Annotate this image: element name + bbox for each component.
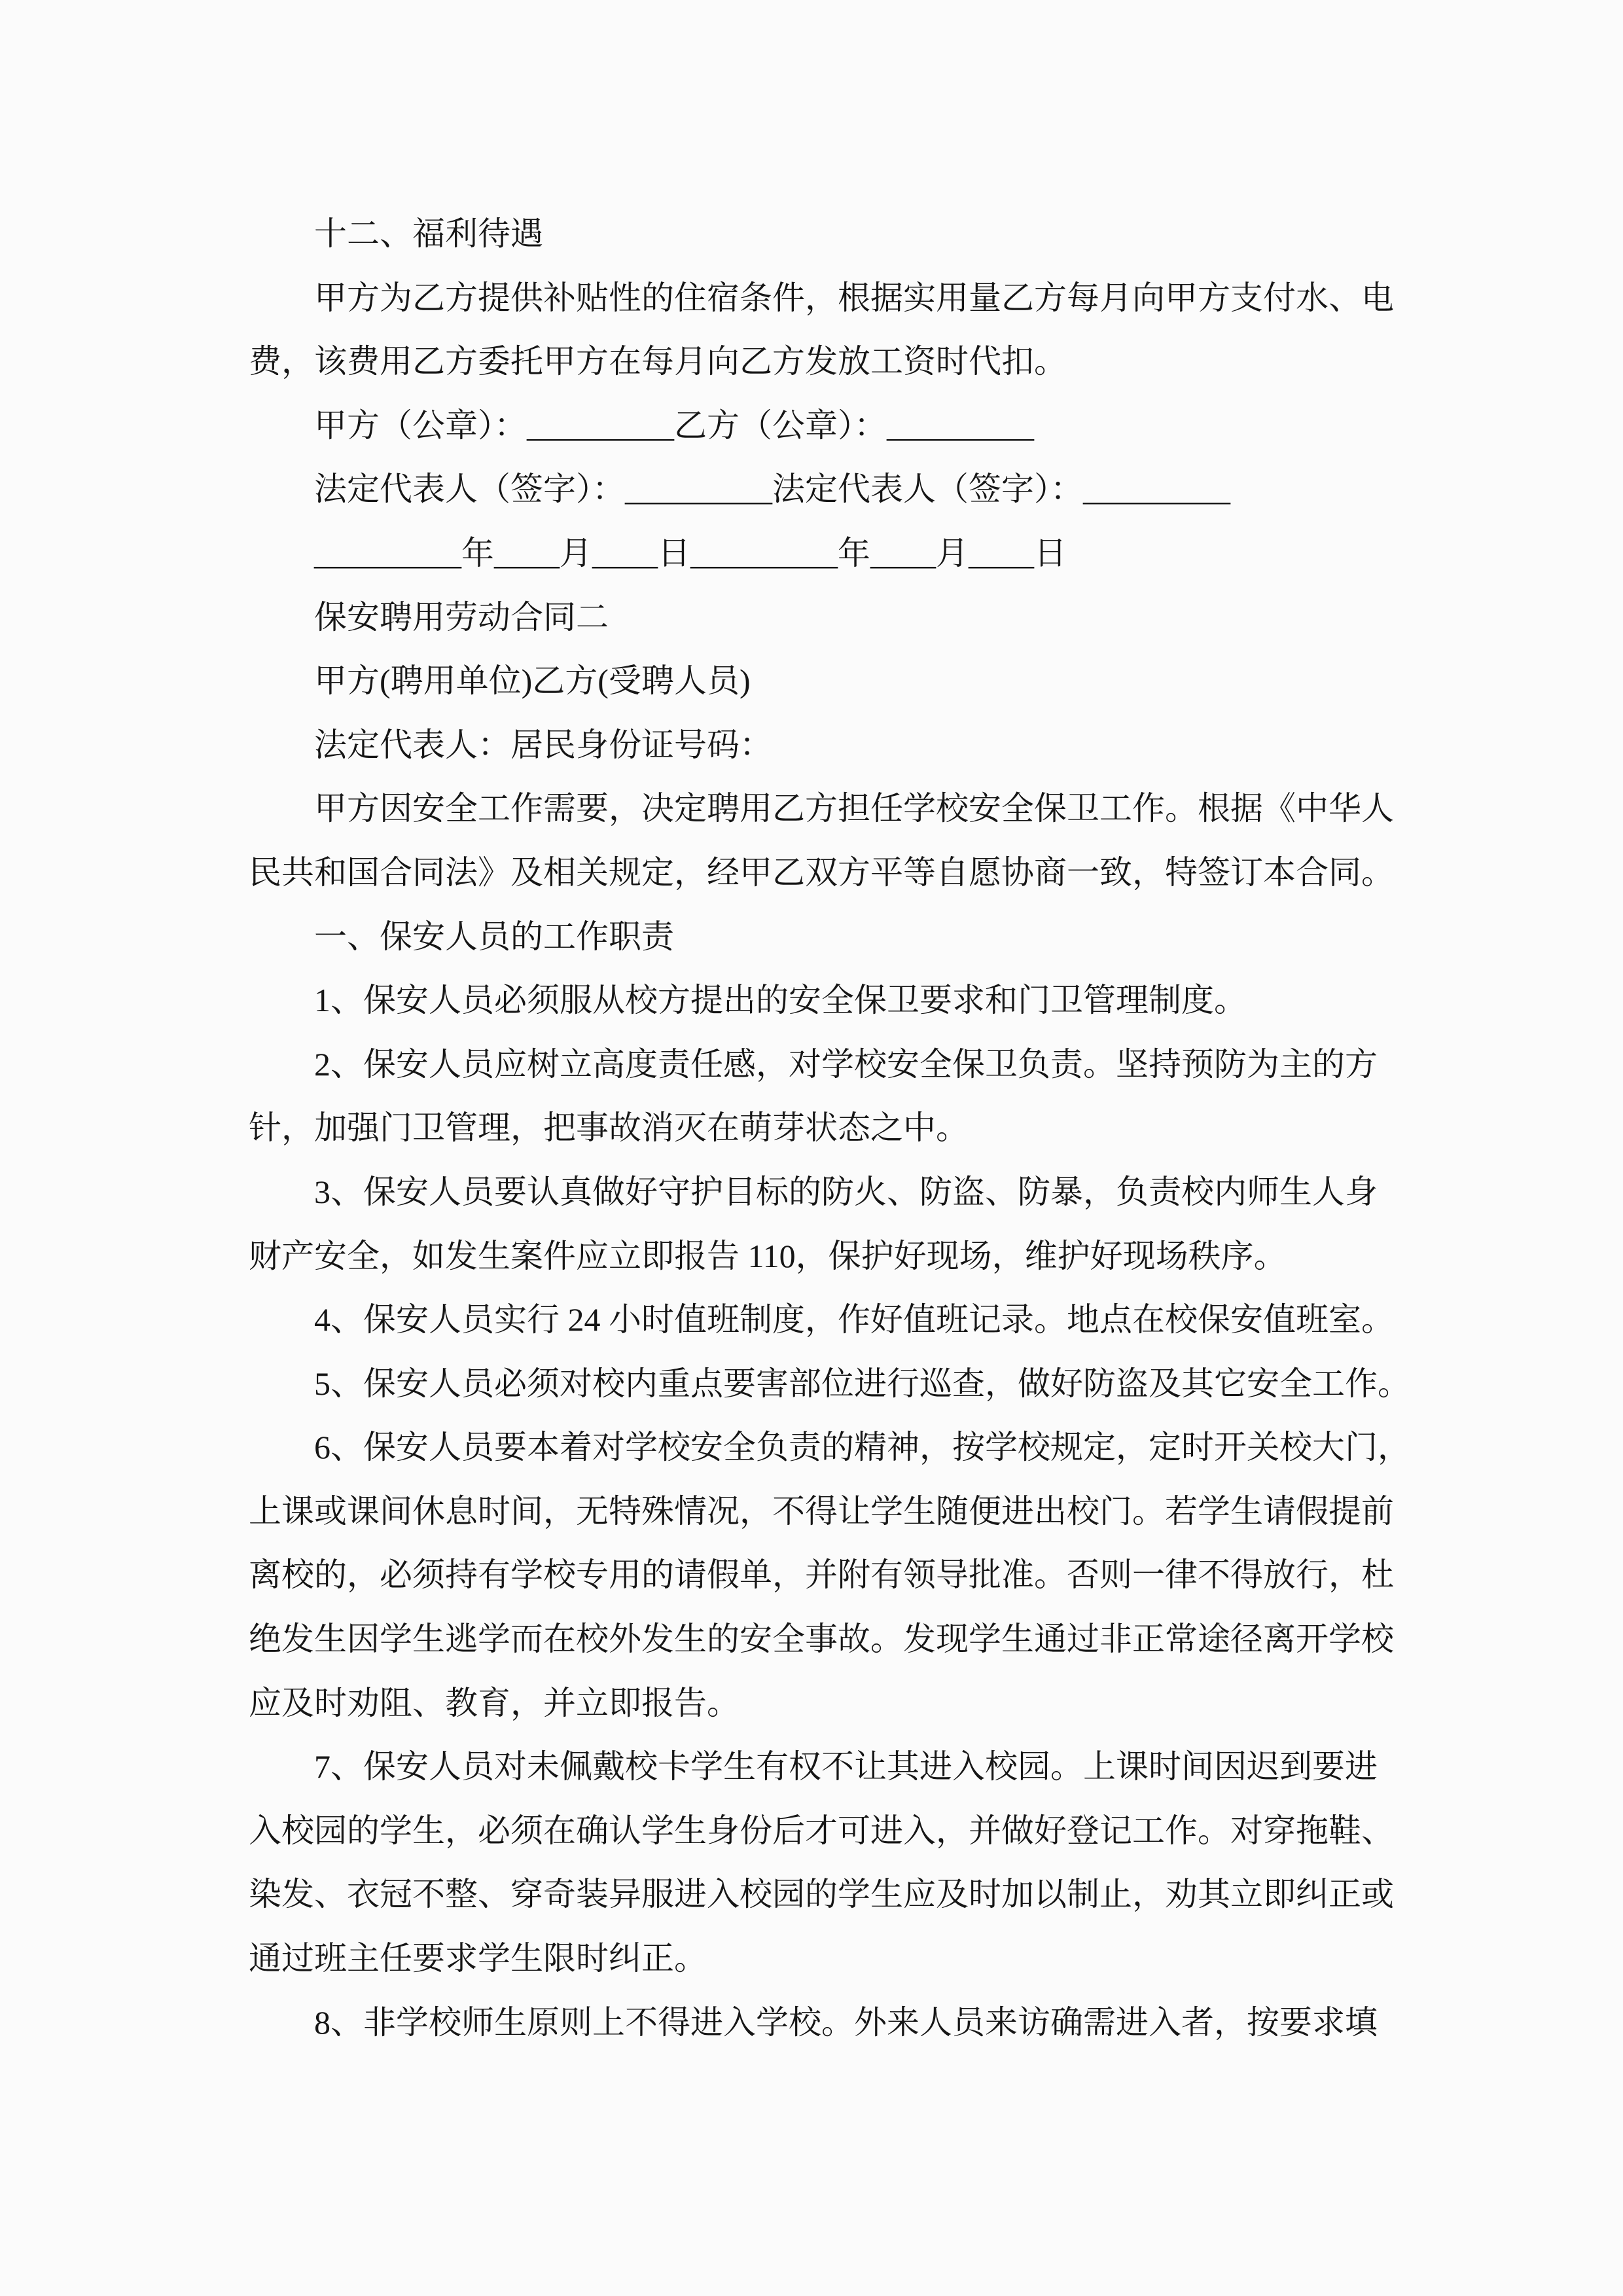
- text-line: 染发、衣冠不整、穿奇装异服进入校园的学生应及时加以制止，劝其立即纠正或: [249, 1876, 1394, 1913]
- text-line: 6、保安人员要本着对学校安全负责的精神，按学校规定，定时开关校大门，: [314, 1429, 1410, 1466]
- text-line: 财产安全，如发生案件应立即报告 110，保护好现场，维护好现场秩序。: [249, 1237, 1287, 1274]
- text-line: 入校园的学生，必须在确认学生身份后才可进入，并做好登记工作。对穿拖鞋、: [249, 1812, 1394, 1849]
- text-line: 甲方为乙方提供补贴性的住宿条件，根据实用量乙方每月向甲方支付水、电: [314, 279, 1394, 316]
- text-line: _________年____月____日_________年____月____日: [314, 534, 1067, 571]
- text-line: 通过班主任要求学生限时纠正。: [249, 1940, 707, 1977]
- text-line: 甲方（公章）：_________乙方（公章）：_________: [314, 406, 1034, 444]
- text-line: 3、保安人员要认真做好守护目标的防火、防盗、防暴，负责校内师生人身: [314, 1173, 1378, 1210]
- text-line: 1、保安人员必须服从校方提出的安全保卫要求和门卫管理制度。: [314, 982, 1247, 1019]
- text-line: 上课或课间休息时间，无特殊情况，不得让学生随便进出校门。若学生请假提前: [249, 1492, 1394, 1530]
- text-line: 民共和国合同法》及相关规定，经甲乙双方平等自愿协商一致，特签订本合同。: [249, 853, 1394, 891]
- text-line: 8、非学校师生原则上不得进入学校。外来人员来访确需进入者，按要求填: [314, 2003, 1378, 2041]
- text-line: 4、保安人员实行 24 小时值班制度，作好值班记录。地点在校保安值班室。: [314, 1301, 1394, 1338]
- text-line: 一、保安人员的工作职责: [314, 918, 674, 955]
- text-line: 2、保安人员应树立高度责任感，对学校安全保卫负责。坚持预防为主的方: [314, 1045, 1378, 1083]
- text-line: 离校的，必须持有学校专用的请假单，并附有领导批准。否则一律不得放行，杜: [249, 1556, 1394, 1594]
- text-line: 针，加强门卫管理，把事故消灭在萌芽状态之中。: [249, 1109, 969, 1147]
- text-line: 应及时劝阻、教育，并立即报告。: [249, 1684, 740, 1721]
- text-line: 甲方因安全工作需要，决定聘用乙方担任学校安全保卫工作。根据《中华人: [314, 790, 1394, 827]
- text-line: 绝发生因学生逃学而在校外发生的安全事故。发现学生通过非正常途径离开学校: [249, 1621, 1394, 1658]
- text-line: 7、保安人员对未佩戴校卡学生有权不让其进入校园。上课时间因迟到要进: [314, 1748, 1378, 1785]
- text-line: 法定代表人：居民身份证号码：: [314, 726, 772, 763]
- text-line: 十二、福利待遇: [314, 215, 543, 252]
- text-line: 保安聘用劳动合同二: [314, 598, 609, 636]
- text-line: 费，该费用乙方委托甲方在每月向乙方发放工资时代扣。: [249, 343, 1067, 380]
- text-line: 甲方(聘用单位)乙方(受聘人员): [314, 662, 751, 700]
- document-text-block: [249, 202, 1410, 2054]
- text-line: 5、保安人员必须对校内重点要害部位进行巡查，做好防盗及其它安全工作。: [314, 1365, 1410, 1402]
- text-line: 法定代表人（签字）：_________法定代表人（签字）：_________: [314, 471, 1230, 508]
